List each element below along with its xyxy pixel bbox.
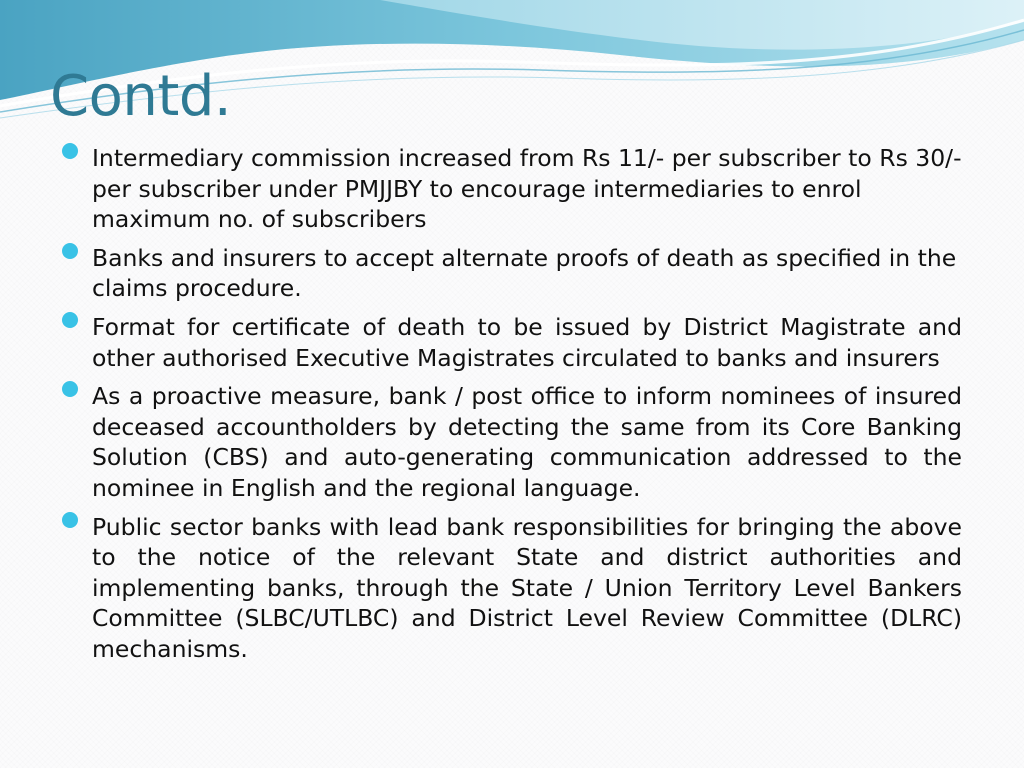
bullet-item: [60, 512, 962, 665]
bullet-dot-icon: [62, 243, 78, 259]
bullet-text: As a proactive measure, bank / post office to inform nominees of insured deceased accountholders by detecting the same from its Core Banking Solution (CBS) and auto-generating communication addressed to the nominee in English and the regional language.: [92, 382, 962, 502]
bullet-dot-icon: [62, 512, 78, 528]
slide-title: Contd.: [50, 64, 232, 129]
bullet-dot-icon: [62, 381, 78, 397]
bullet-dot-icon: [62, 312, 78, 328]
bullet-item: [60, 381, 962, 503]
bullet-text: Format for certificate of death to be issued by District Magistrate and other authorised Executive Magistrates circulated to banks and insurers: [92, 312, 962, 372]
bullet-text: Public sector banks with lead bank responsibilities for bringing the above to the notice of the relevant State and district authorities and implementing banks, through the State / Union Territory Level Bankers Committee (SLBC/UTLBC) and District Level Review Committee (DLRC) mechanisms.: [92, 512, 962, 663]
bullet-item: [60, 243, 962, 304]
bullet-list: [60, 143, 962, 673]
bullet-text: Banks and insurers to accept alternate proofs of death as specified in the claims procedure.: [92, 243, 957, 303]
bullet-dot-icon: [62, 143, 78, 159]
bullet-item: [60, 143, 962, 235]
bullet-text: Intermediary commission increased from Rs 11/- per subscriber to Rs 30/- per subscriber under PMJJBY to encourage intermediaries to enrol maximum no. of subscribers: [92, 144, 962, 234]
bullet-item: [60, 312, 962, 373]
